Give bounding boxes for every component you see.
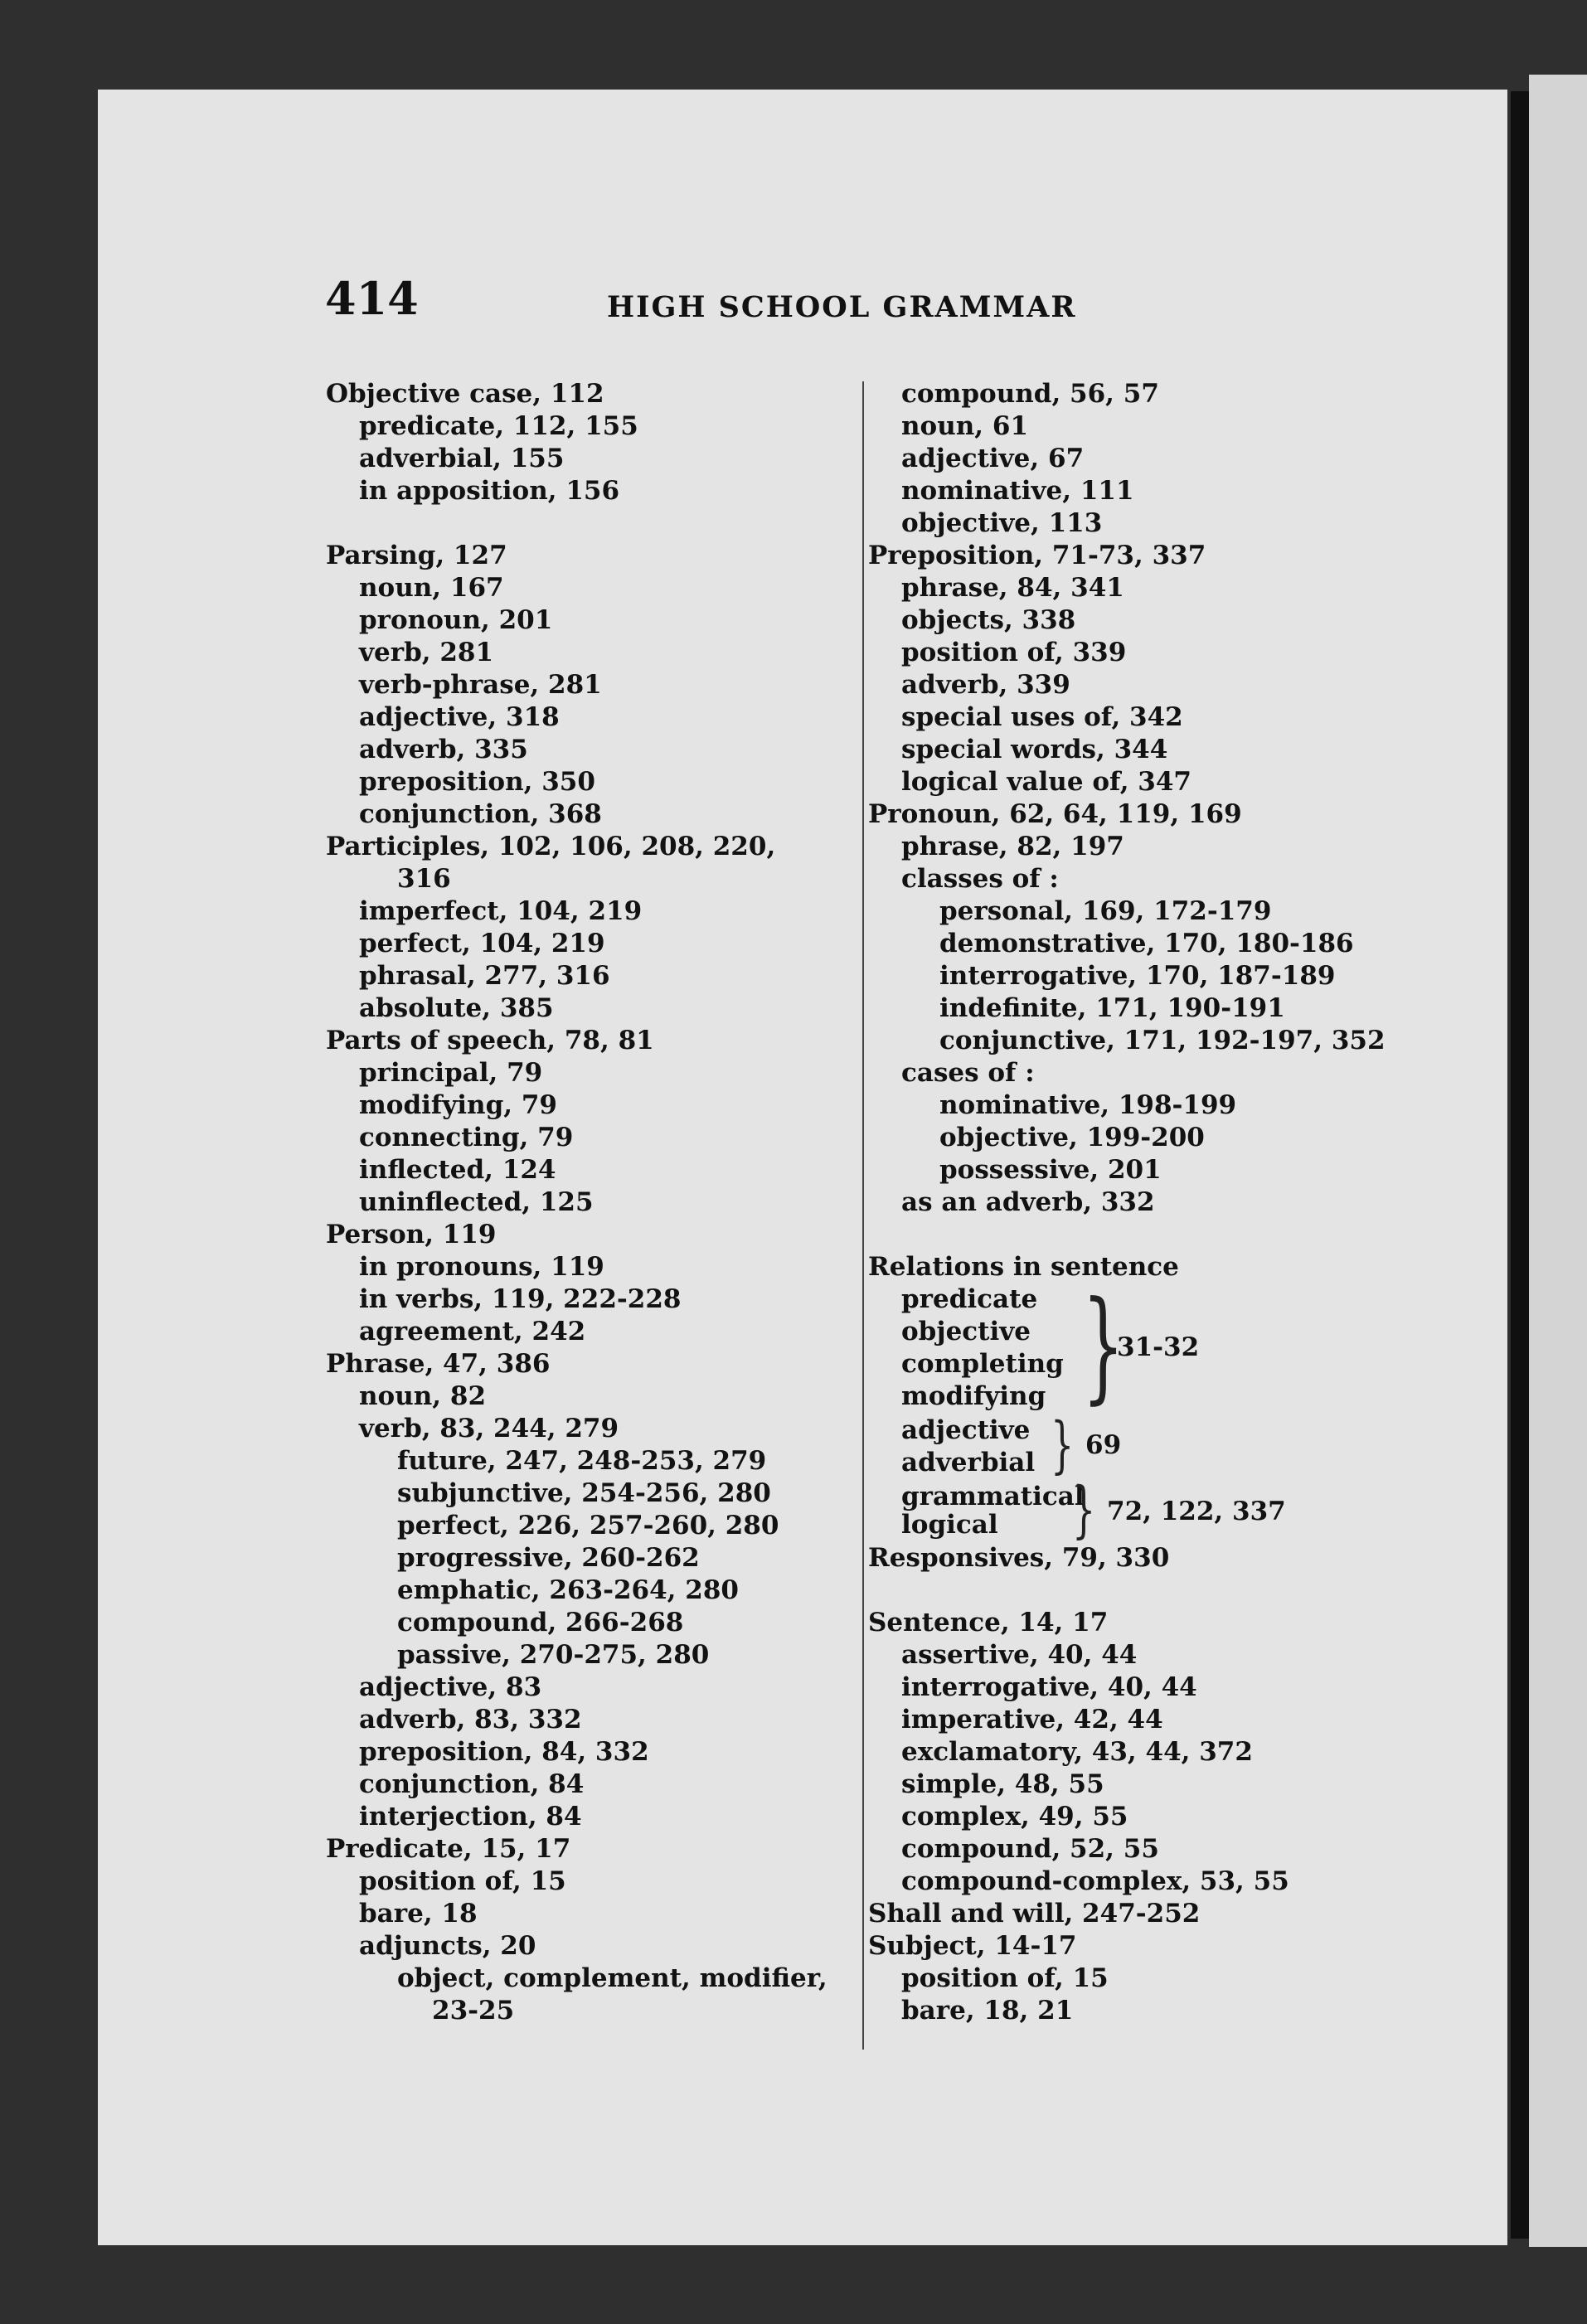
index-subentry: adverbial, 155	[359, 444, 565, 473]
index-subentry: compound, 266-268	[397, 1608, 684, 1637]
relation-item: adjective	[901, 1415, 1031, 1445]
index-subentry: inflected, 124	[359, 1155, 556, 1185]
index-entry: Parsing, 127	[326, 541, 507, 570]
index-subentry: bare, 18	[359, 1899, 478, 1929]
index-subentry: agreement, 242	[359, 1317, 586, 1346]
column-divider	[862, 381, 864, 2050]
index-entry: Shall and will, 247-252	[868, 1899, 1201, 1929]
relation-ref: 31-32	[1117, 1332, 1200, 1362]
index-subentry: absolute, 385	[359, 993, 554, 1023]
page-edge-shadow	[1511, 91, 1529, 2239]
relation-item: objective	[901, 1317, 1031, 1346]
page-number: 414	[325, 272, 419, 325]
index-subentry: emphatic, 263-264, 280	[397, 1575, 739, 1605]
index-subentry: adjective, 83	[359, 1672, 542, 1702]
index-subentry: verb-phrase, 281	[359, 670, 602, 700]
index-entry: Person, 119	[326, 1220, 497, 1249]
relation-ref: 72, 122, 337	[1107, 1497, 1286, 1526]
index-subentry: verb, 83, 244, 279	[359, 1414, 619, 1443]
index-subentry: preposition, 84, 332	[359, 1737, 649, 1767]
index-subentry: compound, 56, 57	[901, 379, 1159, 409]
index-subentry: cases of :	[901, 1058, 1035, 1088]
index-subentry: objects, 338	[901, 605, 1076, 635]
index-subentry: future, 247, 248-253, 279	[397, 1446, 767, 1476]
index-subentry: noun, 167	[359, 573, 504, 603]
index-subentry: conjunction, 368	[359, 799, 602, 829]
index-subentry: nominative, 111	[901, 476, 1134, 506]
relation-item: grammatical	[901, 1482, 1085, 1511]
index-subentry: nominative, 198-199	[939, 1090, 1237, 1120]
index-subentry: in verbs, 119, 222-228	[359, 1284, 682, 1314]
index-subentry: adverb, 335	[359, 735, 528, 764]
index-subentry: progressive, 260-262	[397, 1543, 700, 1573]
entry-gap	[326, 507, 840, 540]
index-subentry: phrasal, 277, 316	[359, 961, 610, 991]
index-subentry: connecting, 79	[359, 1123, 574, 1152]
index-subentry: 316	[397, 864, 451, 894]
index-subentry: compound, 52, 55	[901, 1834, 1159, 1864]
index-subentry: position of, 15	[359, 1866, 566, 1896]
index-right-bottom	[868, 1542, 1399, 2027]
index-subentry: principal, 79	[359, 1058, 543, 1088]
index-subentry: compound-complex, 53, 55	[901, 1866, 1289, 1896]
relations-brace-block	[868, 1275, 1399, 1545]
index-subentry: imperative, 42, 44	[901, 1705, 1163, 1735]
right-brace-icon: }	[1072, 1474, 1096, 1545]
index-entry: Subject, 14-17	[868, 1931, 1077, 1961]
index-subentry: imperfect, 104, 219	[359, 896, 643, 926]
relation-item: predicate	[901, 1284, 1038, 1314]
index-subentry: perfect, 104, 219	[359, 929, 605, 958]
index-subentry: classes of :	[901, 864, 1059, 894]
entry-gap	[868, 1574, 1399, 1607]
index-subentry: 23-25	[432, 1996, 515, 2026]
index-subentry: phrase, 84, 341	[901, 573, 1124, 603]
index-subentry: noun, 82	[359, 1381, 487, 1411]
entry-gap	[868, 1219, 1399, 1251]
index-subentry: interjection, 84	[359, 1802, 582, 1832]
index-subentry: special words, 344	[901, 735, 1168, 764]
relation-ref: 69	[1085, 1430, 1122, 1460]
index-entry: Objective case, 112	[326, 379, 604, 409]
index-subentry: adjuncts, 20	[359, 1931, 536, 1961]
relation-item: completing	[901, 1349, 1064, 1379]
index-subentry: preposition, 350	[359, 767, 595, 797]
index-subentry: complex, 49, 55	[901, 1802, 1128, 1832]
index-subentry: in apposition, 156	[359, 476, 620, 506]
index-subentry: modifying, 79	[359, 1090, 557, 1120]
index-subentry: demonstrative, 170, 180-186	[939, 929, 1354, 958]
index-column-right	[868, 378, 1399, 2027]
right-brace-icon: }	[1082, 1275, 1125, 1416]
index-subentry: adjective, 67	[901, 444, 1085, 473]
index-entry: Sentence, 14, 17	[868, 1608, 1109, 1637]
index-subentry: bare, 18, 21	[901, 1996, 1074, 2026]
index-subentry: indefinite, 171, 190-191	[939, 993, 1285, 1023]
index-entry: Relations in sentence	[868, 1252, 1179, 1282]
index-subentry: objective, 199-200	[939, 1123, 1205, 1152]
index-right-top	[868, 378, 1399, 1283]
index-subentry: uninflected, 125	[359, 1187, 594, 1217]
index-subentry: conjunction, 84	[359, 1769, 585, 1799]
index-entry: Preposition, 71-73, 337	[868, 541, 1206, 570]
index-subentry: phrase, 82, 197	[901, 832, 1124, 861]
index-subentry: adjective, 318	[359, 702, 560, 732]
index-subentry: noun, 61	[901, 411, 1029, 441]
index-subentry: logical value of, 347	[901, 767, 1191, 797]
index-subentry: in pronouns, 119	[359, 1252, 604, 1282]
index-subentry: conjunctive, 171, 192-197, 352	[939, 1026, 1386, 1055]
index-subentry: verb, 281	[359, 638, 494, 667]
index-subentry: perfect, 226, 257-260, 280	[397, 1511, 779, 1540]
index-entry: Participles, 102, 106, 208, 220,	[326, 832, 776, 861]
index-subentry: passive, 270-275, 280	[397, 1640, 710, 1670]
index-subentry: interrogative, 170, 187-189	[939, 961, 1336, 991]
relation-item: modifying	[901, 1381, 1046, 1411]
index-subentry: as an adverb, 332	[901, 1187, 1155, 1217]
index-subentry: possessive, 201	[939, 1155, 1162, 1185]
index-subentry: interrogative, 40, 44	[901, 1672, 1197, 1702]
index-subentry: position of, 339	[901, 638, 1127, 667]
index-subentry: object, complement, modifier,	[397, 1963, 827, 1993]
index-column-left	[326, 378, 840, 2027]
index-subentry: exclamatory, 43, 44, 372	[901, 1737, 1253, 1767]
page-title: HIGH SCHOOL GRAMMAR	[607, 290, 1077, 324]
index-entry: Pronoun, 62, 64, 119, 169	[868, 799, 1242, 829]
index-subentry: assertive, 40, 44	[901, 1640, 1138, 1670]
index-subentry: adverb, 83, 332	[359, 1705, 582, 1735]
index-subentry: special uses of, 342	[901, 702, 1183, 732]
relation-item: logical	[901, 1510, 998, 1540]
index-entry: Predicate, 15, 17	[326, 1834, 571, 1864]
index-entry: Phrase, 47, 386	[326, 1349, 551, 1379]
facing-page-edge	[1529, 75, 1587, 2247]
index-entry: Parts of speech, 78, 81	[326, 1026, 654, 1055]
index-subentry: simple, 48, 55	[901, 1769, 1104, 1799]
relation-item: adverbial	[901, 1448, 1036, 1477]
index-entry: Responsives, 79, 330	[868, 1543, 1170, 1573]
index-subentry: objective, 113	[901, 508, 1103, 538]
index-subentry: pronoun, 201	[359, 605, 553, 635]
index-subentry: subjunctive, 254-256, 280	[397, 1478, 771, 1508]
index-subentry: position of, 15	[901, 1963, 1109, 1993]
index-subentry: adverb, 339	[901, 670, 1070, 700]
right-brace-icon: }	[1051, 1409, 1075, 1481]
index-subentry: predicate, 112, 155	[359, 411, 638, 441]
index-subentry: personal, 169, 172-179	[939, 896, 1272, 926]
